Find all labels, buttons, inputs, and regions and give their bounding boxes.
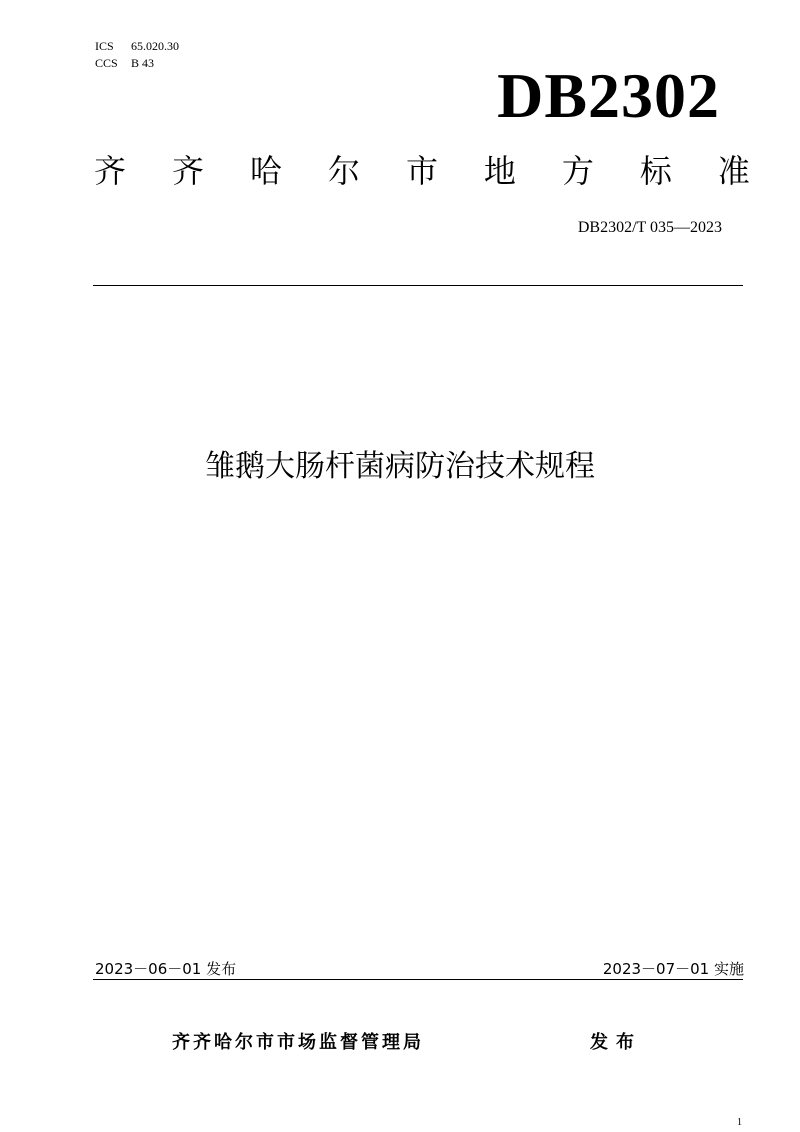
standard-type-char: 标 — [639, 152, 672, 190]
standard-number: DB2302/T 035—2023 — [577, 219, 722, 236]
publish-date: 2023－06－01 发布 — [95, 960, 237, 978]
ccs-line — [95, 57, 154, 69]
footer-divider — [93, 979, 743, 980]
standard-type-title — [94, 152, 750, 190]
publisher-name: 齐齐哈尔市市场监督管理局 — [172, 1032, 424, 1053]
document-title: 雏鹅大肠杆菌病防治技术规程 — [205, 449, 595, 484]
ics-label: ICS — [95, 39, 114, 53]
standard-type-char: 尔 — [327, 152, 360, 190]
ccs-code: B 43 — [131, 56, 155, 70]
page-number: 1 — [737, 1117, 742, 1128]
implement-date: 2023－07－01 实施 — [602, 960, 744, 978]
standard-type-char: 市 — [405, 152, 438, 190]
standard-type-char: 齐 — [171, 152, 204, 190]
standard-type-char: 哈 — [249, 152, 282, 190]
standard-type-char: 方 — [561, 152, 594, 190]
standard-type-char: 准 — [717, 152, 750, 190]
ccs-label: CCS — [95, 56, 118, 70]
db-code: DB2302 — [497, 60, 720, 131]
standard-type-char: 齐 — [94, 152, 127, 190]
header-divider — [93, 285, 743, 286]
issue-label: 发布 — [590, 1032, 642, 1053]
ics-line — [95, 40, 179, 52]
standard-type-char: 地 — [483, 152, 516, 190]
ics-code: 65.020.30 — [131, 39, 179, 53]
